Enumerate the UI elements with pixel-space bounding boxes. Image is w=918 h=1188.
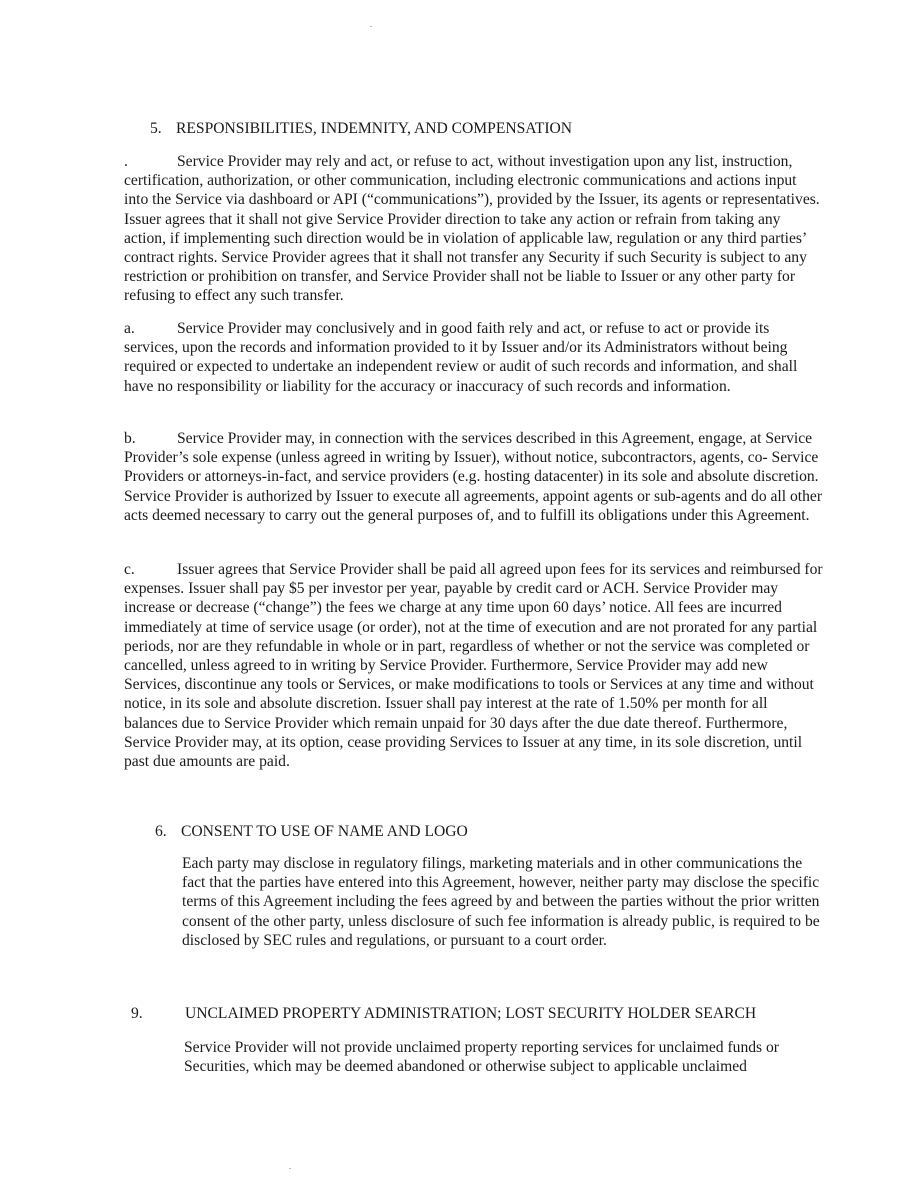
paragraph-text: Service Provider may rely and act, or refuse to act, without investigation upon any list, instruction, certification, authorization, or other communication, including electronic communications and actions input into the Service via dashboard or API (“communications”), provided by the Issuer, its agents or representatives. Issuer agrees that it shall not give Service Provider direction to take any action or refrain from taking any action, if implementing such direction would be in violation of applicable law, regulation or any third parties’ contract rights. Service Provider agrees that it shall not transfer any Security if such Security is subject to any restriction or prohibition on transfer, and Service Provider shall not be liable to Issuer or any other party for refusing to effect any such transfer.	[124, 153, 820, 305]
section-title: RESPONSIBILITIES, INDEMNITY, AND COMPENSATION	[176, 120, 573, 137]
section-9-paragraph: Service Provider will not provide unclaimed property reporting services for unclaimed funds or Securities, which may be deemed abandoned or otherwise subject to applicable unclaimed	[184, 1039, 779, 1076]
section-5-paragraph-b	[124, 429, 824, 525]
section-5-paragraph-a	[124, 319, 824, 396]
paragraph-marker: b.	[124, 430, 136, 447]
section-5-intro-paragraph	[124, 152, 824, 306]
section-number: 9.	[131, 1005, 143, 1022]
paragraph-marker: .	[124, 153, 128, 170]
paragraph-text: Issuer agrees that Service Provider shall be paid all agreed upon fees for its services and reimbursed for expenses. Issuer shall pay $5 per investor per year, payable by credit card or ACH. Service Provider may increase or decrease (“change”) the fees we charge at any time upon 60 days’ notice. All fees are incurred immediately at time of service usage (or order), not at the time of execution and are not prorated for any partial periods, nor are they refundable in whole or in part, regardless of whether or not the service was completed or cancelled, unless agreed to in writing by Service Provider. Furthermore, Service Provider may add new Services, discontinue any tools or Services, or make modifications to tools or Services at any time and without notice, in its sole and absolute discretion. Issuer shall pay interest at the rate of 1.50% per month for all balances due to Service Provider which remain unpaid for 30 days after the due date thereof. Furthermore, Service Provider may, at its option, cease providing Services to Issuer at any time, in its sole discretion, until past due amounts are paid.	[124, 561, 823, 771]
section-title: CONSENT TO USE OF NAME AND LOGO	[181, 823, 468, 840]
scan-speck	[370, 26, 372, 27]
section-6-paragraph: Each party may disclose in regulatory filings, marketing materials and in other communications the fact that the parties have entered into this Agreement, however, neither party may disclose the specific terms of this Agreement including the fees agreed by and between the parties without the prior written consent of the other party, unless disclosure of such fee information is already public, is required to be disclosed by SEC rules and regulations, or pursuant to a court order.	[182, 855, 820, 949]
section-5-paragraph-c	[124, 560, 824, 771]
paragraph-text: Service Provider may, in connection with the services described in this Agreement, engage, at Service Provider’s sole expense (unless agreed in writing by Issuer), without notice, subcontractors, agents, co- Service Providers or attorneys-in-fact, and service providers (e.g. hosting datacenter) in its sole and absolute discretion. Service Provider is authorized by Issuer to execute all agreements, appoint agents or sub-agents and do all other acts deemed necessary to carry out the general purposes of, and to fulfill its obligations under this Agreement.	[124, 430, 823, 524]
paragraph-text: Service Provider may conclusively and in good faith rely and act, or refuse to act or provide its services, upon the records and information provided to it by Issuer and/or its Administrators without being required or expected to undertake an independent review or audit of such records and information, and shall have no responsibility or liability for the accuracy or inaccuracy of such records and information.	[124, 320, 798, 395]
paragraph-marker: a.	[124, 320, 135, 337]
section-number: 6.	[155, 823, 167, 840]
paragraph-marker: c.	[124, 561, 135, 578]
section-title: UNCLAIMED PROPERTY ADMINISTRATION; LOST SECURITY HOLDER SEARCH	[185, 1005, 757, 1022]
scan-speck	[289, 1168, 291, 1169]
section-number: 5.	[150, 120, 162, 137]
